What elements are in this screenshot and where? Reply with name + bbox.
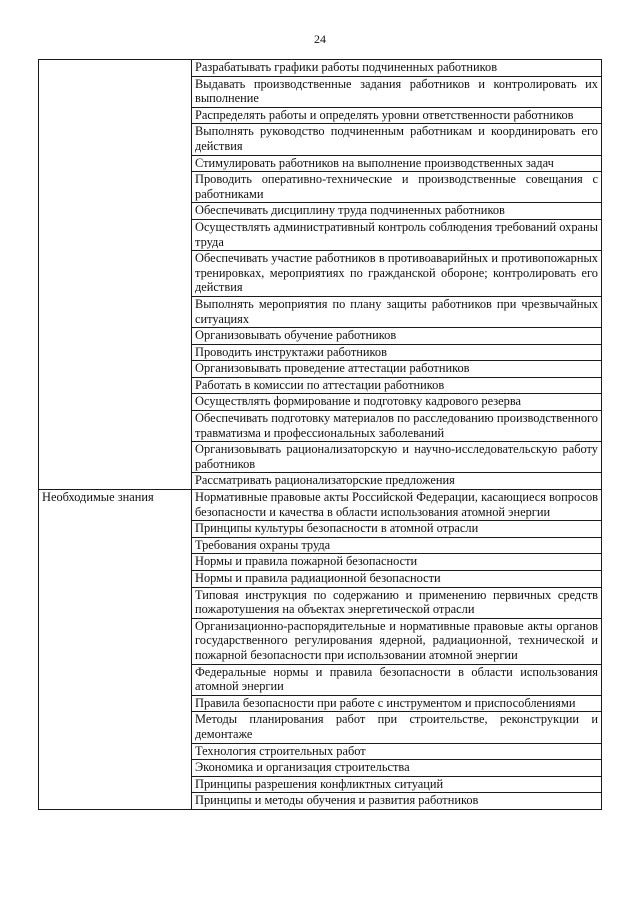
labor-actions-item: Организовывать проведение аттестации работников <box>192 361 602 378</box>
labor-actions-item: Проводить оперативно-технические и производственные совещания с работниками <box>192 172 602 203</box>
labor-actions-item: Организовывать рационализаторскую и научно-исследовательскую работу работников <box>192 442 602 473</box>
labor-actions-item: Выполнять мероприятия по плану защиты работников при чрезвычайных ситуациях <box>192 296 602 327</box>
labor-actions-item: Рассматривать рационализаторские предложения <box>192 473 602 490</box>
required-knowledge-item: Нормативные правовые акты Российской Федерации, касающиеся вопросов безопасности и качества в области использования атомной энергии <box>192 490 602 521</box>
required-knowledge-item: Экономика и организация строительства <box>192 760 602 777</box>
labor-actions-item: Организовывать обучение работников <box>192 328 602 345</box>
labor-actions-item: Работать в комиссии по аттестации работников <box>192 377 602 394</box>
labor-actions-item: Выполнять руководство подчиненным работникам и координировать его действия <box>192 124 602 155</box>
required-knowledge-item: Правила безопасности при работе с инструментом и приспособлениями <box>192 695 602 712</box>
required-knowledge-item: Нормы и правила пожарной безопасности <box>192 554 602 571</box>
required-knowledge-item: Федеральные нормы и правила безопасности в области использования атомной энергии <box>192 664 602 695</box>
required-knowledge-item: Принципы культуры безопасности в атомной отрасли <box>192 521 602 538</box>
labor-actions-item: Стимулировать работников на выполнение производственных задач <box>192 155 602 172</box>
labor-actions-item: Обеспечивать дисциплину труда подчиненных работников <box>192 203 602 220</box>
table-row <box>39 60 602 77</box>
table-row <box>39 490 602 521</box>
required-knowledge-item: Требования охраны труда <box>192 537 602 554</box>
required-knowledge-item: Принципы и методы обучения и развития работников <box>192 793 602 810</box>
labor-actions-item: Обеспечивать подготовку материалов по расследованию производственного травматизма и профессиональных заболеваний <box>192 411 602 442</box>
page-number: 24 <box>314 32 326 46</box>
requirements-table <box>38 59 602 810</box>
labor-actions-item: Проводить инструктажи работников <box>192 344 602 361</box>
required-knowledge-item: Организационно-распорядительные и нормативные правовые акты органов государственного регулирования ядерной, радиационной, технической и пожарной безопасности при использовании атомной энергии <box>192 618 602 664</box>
required-knowledge-item: Типовая инструкция по содержанию и применению первичных средств пожаротушения на объектах энергетической отрасли <box>192 587 602 618</box>
table-body <box>39 60 602 810</box>
labor-actions-item: Распределять работы и определять уровни ответственности работников <box>192 107 602 124</box>
labor-actions-item: Осуществлять формирование и подготовку кадрового резерва <box>192 394 602 411</box>
required-knowledge-item: Методы планирования работ при строительстве, реконструкции и демонтаже <box>192 712 602 743</box>
labor-actions-item: Осуществлять административный контроль соблюдения требований охраны труда <box>192 219 602 250</box>
required-knowledge-item: Нормы и правила радиационной безопасности <box>192 571 602 588</box>
labor-actions-item: Обеспечивать участие работников в противоаварийных и противопожарных тренировках, мероприятиях по гражданской обороне; контролировать его действия <box>192 251 602 297</box>
labor-actions-item: Разрабатывать графики работы подчиненных работников <box>192 60 602 77</box>
labor-actions-item: Выдавать производственные задания работников и контролировать их выполнение <box>192 76 602 107</box>
labor-actions-label <box>39 60 192 490</box>
required-knowledge-label: Необходимые знания <box>39 490 192 810</box>
required-knowledge-item: Технология строительных работ <box>192 743 602 760</box>
required-knowledge-item: Принципы разрешения конфликтных ситуаций <box>192 776 602 793</box>
